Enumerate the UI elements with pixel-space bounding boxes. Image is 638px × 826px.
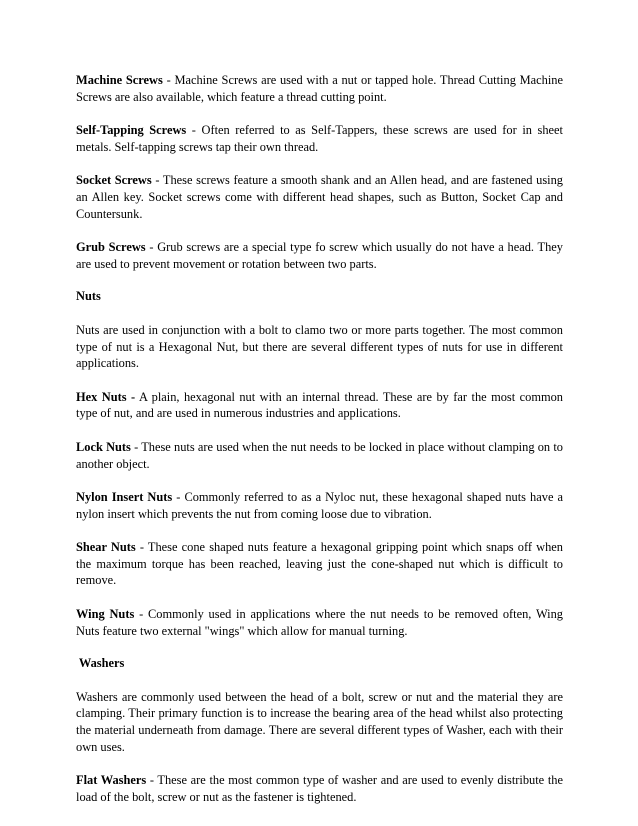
separator: - [172, 490, 185, 505]
definition-socket-screws [76, 172, 563, 222]
term-label: Lock Nuts [76, 439, 131, 454]
term-label: Nylon Insert Nuts [76, 490, 173, 505]
section-heading-nuts: Nuts [76, 289, 101, 304]
section-heading-washers: Washers [76, 656, 125, 671]
separator: - [186, 123, 202, 138]
separator: - [130, 439, 142, 454]
definition-self-tapping-screws [76, 122, 563, 155]
definition-text: These are the most common type of washer and are used to evenly distribute the load of the bolt, screw or nut as the fastener is tightened. [76, 773, 563, 804]
term-label: Wing Nuts [76, 607, 135, 622]
definition-text: Commonly referred to as a Nyloc nut, these hexagonal shaped nuts have a nylon insert which prevents the nut from coming loose due to vibration. [76, 490, 563, 521]
separator: - [146, 773, 158, 788]
term-label: Socket Screws [76, 173, 152, 188]
definition-grub-screws [76, 239, 563, 272]
definition-text: Machine Screws are used with a nut or tapped hole. Thread Cutting Machine Screws are also available, which feature a thread cutting point. [76, 73, 563, 104]
separator: - [135, 540, 148, 555]
definition-machine-screws [76, 72, 563, 105]
definition-text: Commonly used in applications where the nut needs to be removed often, Wing Nuts feature two external "wings" which allow for manual turning. [76, 607, 563, 638]
definition-wing-nuts [76, 606, 563, 639]
definition-text: These screws feature a smooth shank and an Allen head, and are fastened using an Allen key. Socket screws come with different head shapes, such as Button, Socket Cap and Countersunk. [76, 173, 563, 221]
separator: - [151, 173, 163, 188]
term-label: Flat Washers [76, 773, 147, 788]
definition-text: Grub screws are a special type fo screw which usually do not have a head. They are used to prevent movement or rotation between two parts. [76, 240, 563, 271]
term-label: Self-Tapping Screws [76, 123, 187, 138]
document-page [76, 72, 563, 805]
definition-hex-nuts [76, 389, 563, 422]
definition-text: These cone shaped nuts feature a hexagonal gripping point which snaps off when the maximum torque has been reached, leaving just the cone-shaped nut which is difficult to remove. [76, 540, 563, 588]
definition-lock-nuts [76, 439, 563, 472]
intro-paragraph-nuts: Nuts are used in conjunction with a bolt to clamo two or more parts together. The most common type of nut is a Hexagonal Nut, but there are several different types of nuts for use in different applications. [76, 322, 563, 371]
definition-nylon-insert-nuts [76, 489, 563, 522]
term-label: Grub Screws [76, 240, 146, 255]
separator: - [162, 73, 175, 87]
term-label: Machine Screws [76, 73, 163, 87]
term-label: Shear Nuts [76, 540, 136, 555]
definition-flat-washers [76, 772, 563, 805]
term-label: Hex Nuts - [76, 389, 136, 404]
separator: - [134, 607, 148, 622]
intro-paragraph-washers: Washers are commonly used between the head of a bolt, screw or nut and the material they are clamping. Their primary function is to increase the bearing area of the head whilst also protecting the material underneath from damage. There are several different types of Washer, each with their own uses. [76, 689, 563, 754]
definition-shear-nuts [76, 539, 563, 589]
separator: - [145, 240, 158, 255]
definition-text: Often referred to as Self-Tappers, these screws are used for in sheet metals. Self-tapping screws tap their own thread. [76, 123, 563, 154]
definition-text: A plain, hexagonal nut with an internal thread. These are by far the most common type of nut, and are used in numerous industries and applications. [76, 389, 563, 421]
definition-text: These nuts are used when the nut needs to be locked in place without clamping on to another object. [76, 439, 563, 471]
